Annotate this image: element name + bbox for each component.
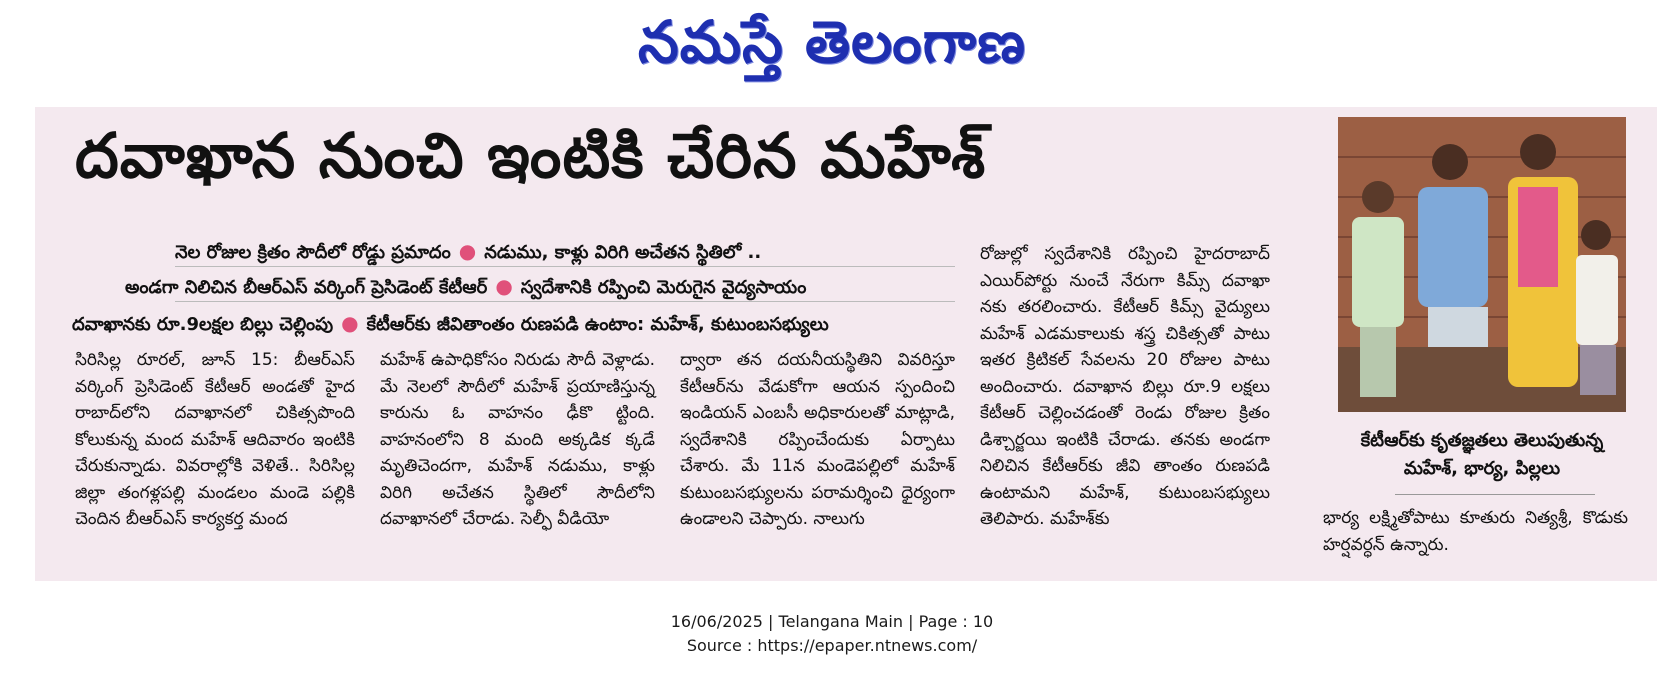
photo-caption [1338,427,1626,483]
bullet-icon: ● [495,274,513,298]
family-photo-image [1338,117,1626,412]
subhead-2b: స్వదేశానికి రప్పించి మెరుగైన వైద్యసాయం [520,277,807,298]
subhead-2a: అండగా నిలిచిన బీఆర్ఎస్ వర్కింగ్ ప్రెసిడెంట్ కేటీఆర్ [125,277,488,298]
masthead [0,0,1664,100]
subhead-3 [72,311,829,339]
divider [175,301,955,302]
subhead-3b: కేటీఆర్‌కు జీవితాంతం రుణపడి ఉంటాం: మహేశ్, కుటుంబసభ్యులు [366,314,829,335]
headline: దవాఖాన నుంచి ఇంటికి చేరిన మహేశ్ [75,119,987,192]
column-3-text: ద్వారా తన దయనీయస్థితిని వివరిస్తూ కేటీఆర్‌ను వేడుకోగా ఆయన స్పందించి ఇండియన్ ఎంబసీ అధికారులతో మాట్లాడి, స్వదేశానికి రప్పించేందుకు ఏర్పాటు చేశారు. మే 11న మండెపల్లిలో మహేశ్ కుటుంబసభ్యులను పరామర్శించి ధైర్యంగా ఉండాలని చెప్పారు. నాలుగు [680,350,955,529]
article-column-1 [75,347,355,533]
article-column-4 [980,241,1270,533]
divider [175,266,955,267]
column-1-text: సిరిసిల్ల రూరల్, జూన్ 15: బీఆర్ఎస్ వర్కింగ్ ప్రెసిడెంట్ కేటీఆర్ అండతో హైద రాబాద్‌లోని దవాఖానలో చికిత్సపొంది కోలుకున్న మంద మహేశ్ ఆదివారం ఇంటికి చేరుకున్నాడు. వివరాల్లోకి వెళితే.. సిరిసిల్ల జిల్లా తంగళ్లపల్లి మండలం మండె పల్లికి చెందిన బీఆర్ఎస్ కార్యకర్త మంద [75,350,355,529]
family-photo [1338,117,1626,412]
article-column-2 [380,347,655,533]
photo-caption-line-1: కేటీఆర్‌కు కృతజ్ఞతలు తెలుపుతున్న [1360,430,1604,451]
bullet-icon: ● [341,311,359,335]
column-2-text: మహేశ్ ఉపాధికోసం నిరుడు సౌదీ వెళ్లాడు. మే నెలలో సౌదీలో మహేశ్ ప్రయాణిస్తున్న కారును ఓ వాహనం ఢీకొ ట్టింది. వాహనంలోని 8 మంది అక్కడిక క్కడే మృతిచెందగా, మహేశ్ నడుము, కాళ్లు విరిగి అచేతన స్థితిలో సౌదీలోని దవాఖానలో చేరాడు. సెల్ఫీ వీడియో [380,350,655,529]
article-panel [35,107,1657,581]
newspaper-logo: నమస్తే తెలంగాణ [638,8,1026,76]
subhead-1b: నడుము, కాళ్లు విరిగి అచేతన స్థితిలో .. [484,242,762,263]
photo-caption-line-2: మహేశ్, భార్య, పిల్లలు [1403,458,1561,479]
article-column-5 [1323,505,1628,558]
column-4-text: రోజుల్లో స్వదేశానికి రప్పించి హైదరాబాద్ ఎయిర్‌పోర్టు నుంచే నేరుగా కిమ్స్ దవాఖా నకు తరలించారు. కేటీఆర్ కిమ్స్ వైద్యులు మహేశ్ ఎడమకాలుకు శస్త్ర చికిత్సతో పాటు ఇతర క్రిటికల్ సేవలను 20 రోజుల పాటు అందించారు. దవాఖాన బిల్లు రూ.9 లక్షలు కేటీఆర్ చెల్లించడంతో రెండు రోజుల క్రితం డిశ్చార్జయి ఇంటికి చేరాడు. తనకు అండగా నిలిచిన కేటీఆర్‌కు జీవి తాంతం రుణపడి ఉంటామని మహేశ్, కుటుంబసభ్యులు తెలిపారు. మహేశ్‌కు [980,244,1270,529]
footer-source-line: Source : https://epaper.ntnews.com/ [686,636,978,655]
subhead-3a: దవాఖానకు రూ.9లక్షల బిల్లు చెల్లింపు [72,314,334,335]
bullet-icon: ● [458,239,477,263]
column-5-text: భార్య లక్ష్మితోపాటు కూతురు నిత్యశ్రీ, కొడుకు హర్షవర్ధన్ ఉన్నారు. [1323,508,1628,555]
subhead-2 [125,274,806,302]
divider [1395,494,1595,495]
subhead-1a: నెల రోజుల క్రితం సౌదీలో రోడ్డు ప్రమాదం [175,242,451,263]
article-column-3 [680,347,955,533]
footer-date-line: 16/06/2025 | Telangana Main | Page : 10 [670,612,994,631]
subhead-1 [175,239,761,267]
